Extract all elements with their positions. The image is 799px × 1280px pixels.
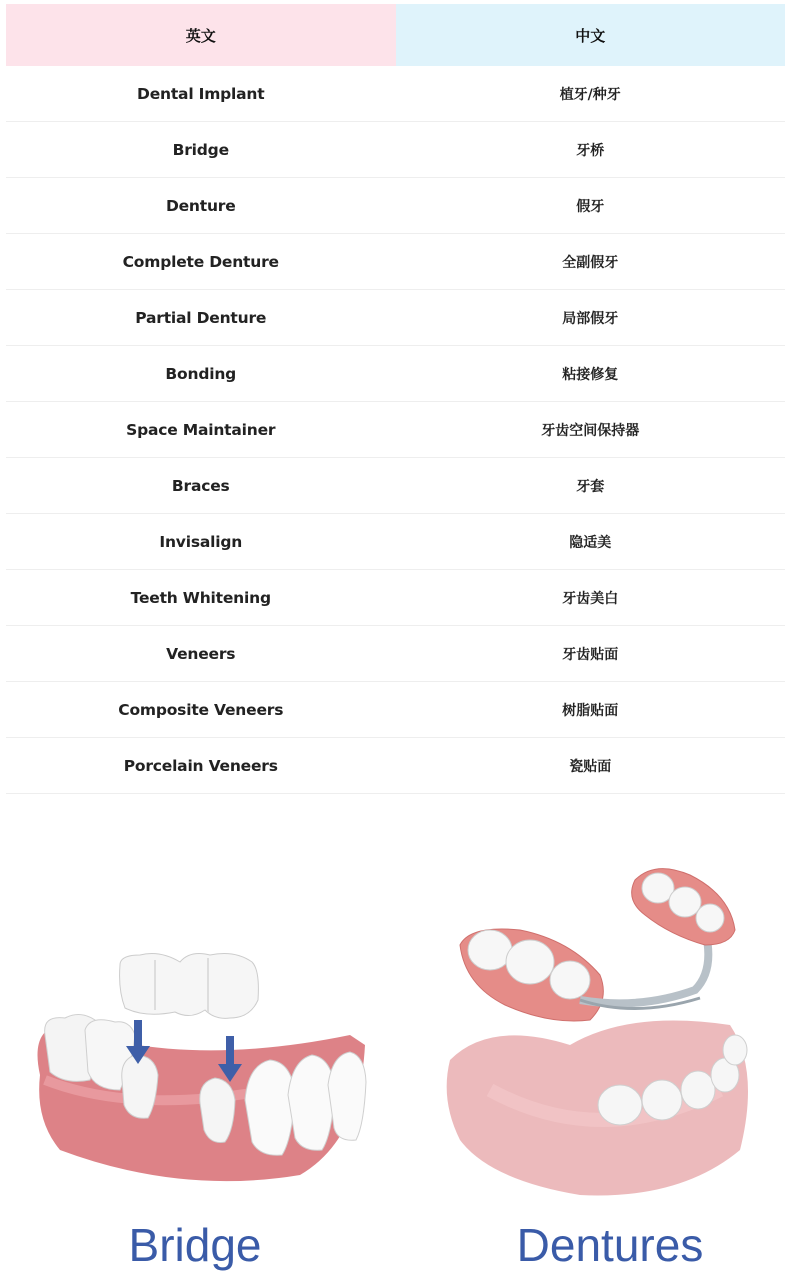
term-chinese: 粘接修复 bbox=[396, 346, 786, 402]
table-body bbox=[6, 66, 785, 794]
term-chinese: 牙桥 bbox=[396, 122, 786, 178]
term-chinese: 瓷贴面 bbox=[396, 738, 786, 794]
table-row bbox=[6, 122, 785, 178]
bridge-caption: Bridge bbox=[128, 1219, 262, 1271]
term-chinese: 局部假牙 bbox=[396, 290, 786, 346]
bridge-image bbox=[20, 850, 370, 1210]
dentures-image bbox=[430, 850, 790, 1210]
term-english: Braces bbox=[6, 458, 396, 514]
term-english: Veneers bbox=[6, 626, 396, 682]
dental-terms-table bbox=[6, 4, 785, 794]
term-english: Space Maintainer bbox=[6, 402, 396, 458]
table-row bbox=[6, 234, 785, 290]
term-chinese: 假牙 bbox=[396, 178, 786, 234]
table-row bbox=[6, 626, 785, 682]
term-chinese: 树脂贴面 bbox=[396, 682, 786, 738]
term-english: Dental Implant bbox=[6, 66, 396, 122]
header-chinese: 中文 bbox=[396, 4, 786, 66]
term-english: Bonding bbox=[6, 346, 396, 402]
table-row bbox=[6, 738, 785, 794]
term-chinese: 隐适美 bbox=[396, 514, 786, 570]
term-chinese: 牙套 bbox=[396, 458, 786, 514]
term-english: Porcelain Veneers bbox=[6, 738, 396, 794]
term-english: Bridge bbox=[6, 122, 396, 178]
table-row bbox=[6, 570, 785, 626]
table-row bbox=[6, 290, 785, 346]
table-row bbox=[6, 682, 785, 738]
term-chinese: 牙齿美白 bbox=[396, 570, 786, 626]
table-row bbox=[6, 402, 785, 458]
term-chinese: 牙齿贴面 bbox=[396, 626, 786, 682]
term-english: Partial Denture bbox=[6, 290, 396, 346]
dentures-illustration bbox=[430, 850, 790, 1280]
term-chinese: 全副假牙 bbox=[396, 234, 786, 290]
term-english: Teeth Whitening bbox=[6, 570, 396, 626]
term-english: Complete Denture bbox=[6, 234, 396, 290]
table-row bbox=[6, 178, 785, 234]
dentures-caption: Dentures bbox=[516, 1219, 704, 1271]
header-english: 英文 bbox=[6, 4, 396, 66]
term-english: Invisalign bbox=[6, 514, 396, 570]
term-english: Composite Veneers bbox=[6, 682, 396, 738]
table-row bbox=[6, 458, 785, 514]
term-chinese: 牙齿空间保持器 bbox=[396, 402, 786, 458]
table-header-row bbox=[6, 4, 785, 66]
table-row bbox=[6, 66, 785, 122]
table-row bbox=[6, 514, 785, 570]
table-row bbox=[6, 346, 785, 402]
term-english: Denture bbox=[6, 178, 396, 234]
term-chinese: 植牙/种牙 bbox=[396, 66, 786, 122]
bridge-illustration bbox=[20, 850, 370, 1280]
